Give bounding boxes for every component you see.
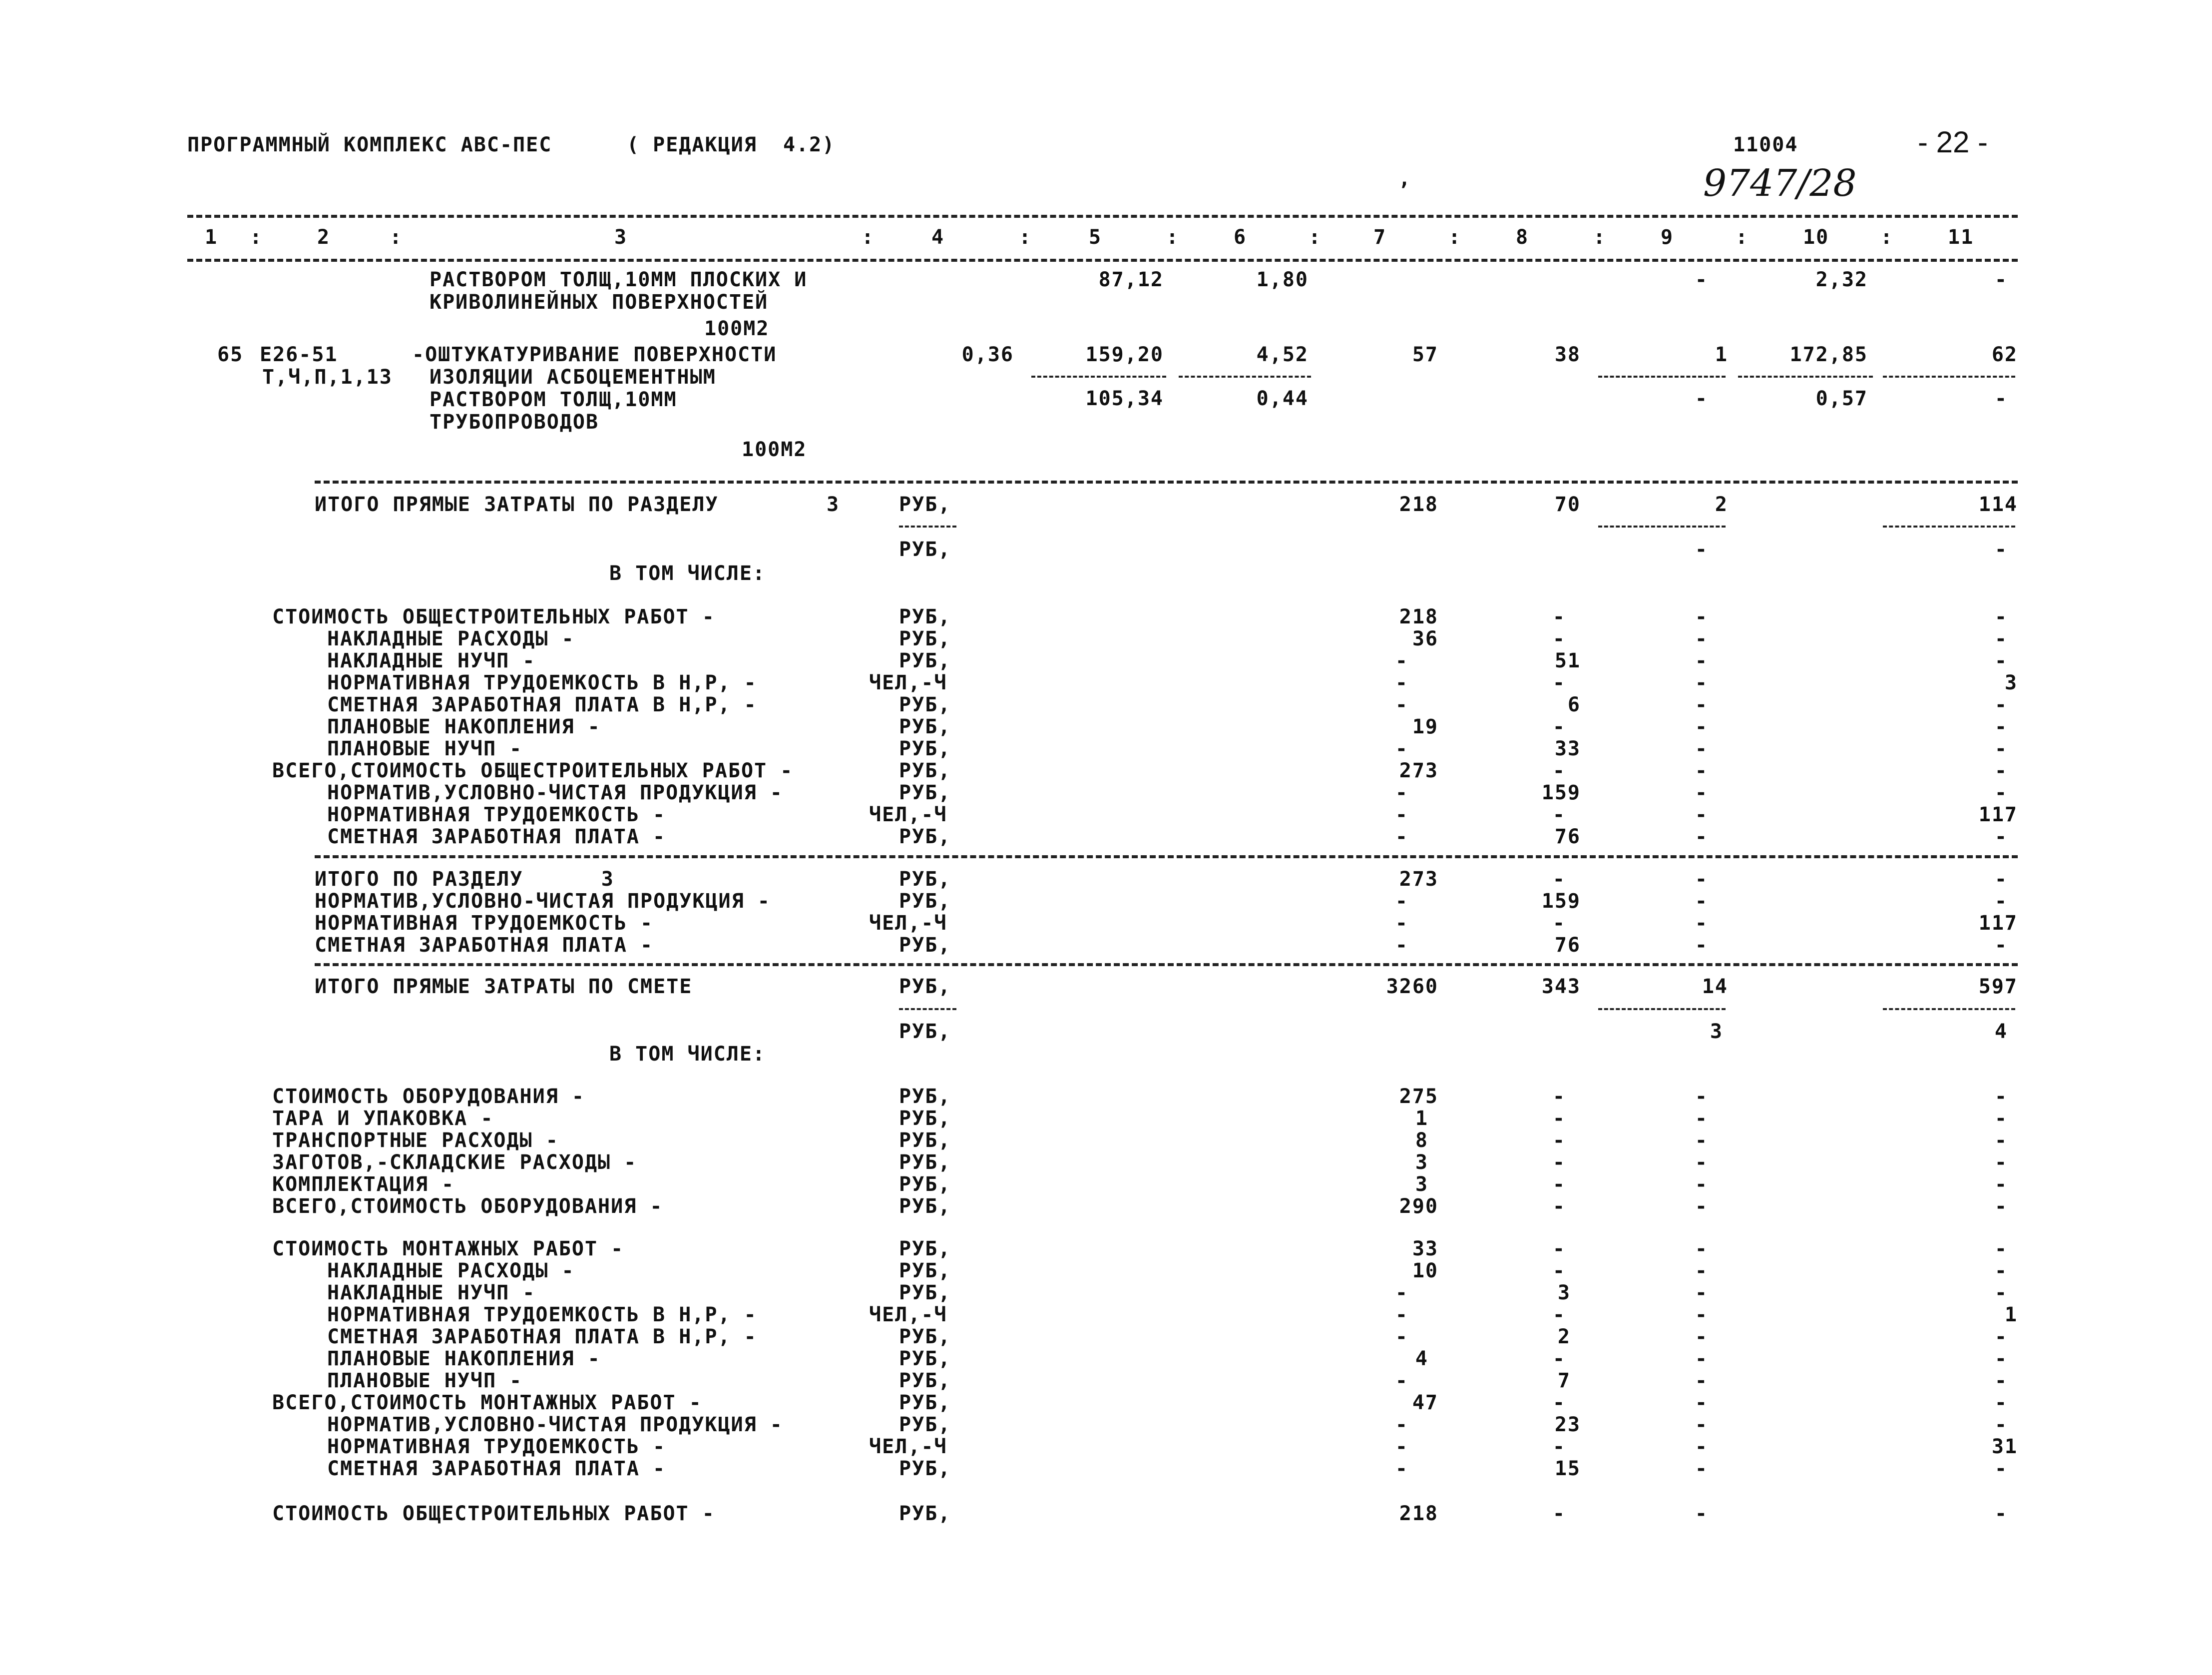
unit-label: РУБ, — [899, 493, 951, 516]
section-total-label: ИТОГО ПРЯМЫЕ ЗАТРАТЫ ПО РАЗДЕЛУ — [315, 493, 719, 516]
cell-c9: - — [1695, 649, 1708, 672]
unit-label: РУБ, — [899, 781, 951, 804]
cell-c9: - — [1695, 1107, 1708, 1130]
cell-c9: - — [1695, 1325, 1708, 1348]
cell-c7: - — [1395, 1435, 1408, 1458]
cell-c11: 117 — [1978, 803, 2018, 826]
unit-label: РУБ, — [899, 1195, 951, 1218]
cell-c11: 117 — [1978, 912, 2018, 935]
cell-c11: - — [1994, 1281, 2008, 1304]
cell-c7: - — [1395, 1413, 1408, 1436]
cell-c9: - — [1695, 1173, 1708, 1196]
unit-label: РУБ, — [899, 1129, 951, 1152]
cell-c11: - — [1994, 1413, 2008, 1436]
cell-c9: - — [1695, 693, 1708, 716]
cell-c8: - — [1552, 1502, 1566, 1525]
header-mark: , — [1398, 167, 1412, 190]
row-label: НОРМАТИВ,УСЛОВНО-ЧИСТАЯ ПРОДУКЦИЯ - — [327, 1413, 783, 1436]
cell-c11: - — [1994, 268, 2008, 291]
row-label: НОРМАТИВНАЯ ТРУДОЕМКОСТЬ В Н,Р, - — [327, 671, 757, 694]
cell-c11: - — [1994, 934, 2008, 957]
unit-label: РУБ, — [899, 975, 951, 998]
cell-c9: - — [1695, 1413, 1708, 1436]
cell-c9: - — [1695, 268, 1708, 291]
col-sep: : — [1166, 226, 1180, 249]
unit-label: РУБ, — [899, 1347, 951, 1370]
cell-c8: - — [1552, 1259, 1566, 1282]
cell-c7: 19 — [1412, 715, 1438, 738]
subtotal-rule — [899, 526, 956, 528]
cell-c9: - — [1695, 1303, 1708, 1326]
cell-c11: 3 — [2004, 671, 2018, 694]
cell-c7: - — [1395, 737, 1408, 760]
col-sep: : — [250, 226, 263, 249]
col-header-8: 8 — [1516, 226, 1529, 249]
row-label: ПЛАНОВЫЕ НАКОПЛЕНИЯ - — [327, 715, 601, 738]
cell-c8: 343 — [1541, 975, 1581, 998]
item-desc: РАСТВОРОМ ТОЛЩ,10ММ ПЛОСКИХ И — [430, 268, 808, 291]
unit-label: РУБ, — [899, 1020, 951, 1043]
cell-c11: - — [1994, 1085, 2008, 1108]
cell-c11: 1 — [2004, 1303, 2018, 1326]
cell-c9: - — [1695, 1237, 1708, 1260]
cell-c8: 3 — [1557, 1281, 1571, 1304]
item-unit: 100М2 — [704, 317, 770, 340]
row-label: НАКЛАДНЫЕ РАСХОДЫ - — [327, 627, 575, 650]
col-sep: : — [1448, 226, 1462, 249]
program-title: ПРОГРАММНЫЙ КОМПЛЕКС АВС-ПЕС — [187, 133, 552, 156]
cell-c8: - — [1552, 715, 1566, 738]
col-sep: : — [862, 226, 875, 249]
cell-c11: - — [1994, 868, 2008, 891]
cell-c8: - — [1552, 1347, 1566, 1370]
cell-c8: - — [1552, 1151, 1566, 1174]
col-header-6: 6 — [1234, 226, 1247, 249]
position-number: 65 — [217, 343, 244, 366]
cell-c9: 14 — [1702, 975, 1728, 998]
cell-c7: 4 — [1415, 1347, 1428, 1370]
cell-c11: - — [1994, 1195, 2008, 1218]
cell-c7: - — [1395, 1281, 1408, 1304]
row-label: ВСЕГО,СТОИМОСТЬ МОНТАЖНЫХ РАБОТ - — [272, 1391, 702, 1414]
cell-c7: 3 — [1415, 1151, 1428, 1174]
section-rule — [315, 481, 2018, 484]
item-desc: -ОШТУКАТУРИВАНИЕ ПОВЕРХНОСТИ — [412, 343, 777, 366]
cell-c8: - — [1552, 605, 1566, 628]
subtotal-rule — [1031, 376, 1166, 378]
cell-c8: - — [1552, 671, 1566, 694]
cell-c8: - — [1552, 1129, 1566, 1152]
unit-label: РУБ, — [899, 649, 951, 672]
cell-c7: - — [1395, 693, 1408, 716]
unit-label: РУБ, — [899, 715, 951, 738]
cell-c11: - — [1994, 1237, 2008, 1260]
cell-c8: 70 — [1554, 493, 1581, 516]
cell-c8: 51 — [1554, 649, 1581, 672]
row-label: ПЛАНОВЫЕ НУЧП - — [327, 1369, 523, 1392]
cell-c11: - — [1994, 538, 2008, 561]
row-label: СТОИМОСТЬ ОБОРУДОВАНИЯ - — [272, 1085, 585, 1108]
cell-c6: 0,44 — [1256, 387, 1309, 410]
cell-c9: - — [1695, 934, 1708, 957]
item-unit: 100М2 — [742, 438, 807, 461]
unit-label: РУБ, — [899, 1237, 951, 1260]
unit-label: РУБ, — [899, 1502, 951, 1525]
cell-c6: 1,80 — [1256, 268, 1309, 291]
cell-c8: 38 — [1554, 343, 1581, 366]
row-label: КОМПЛЕКТАЦИЯ - — [272, 1173, 455, 1196]
unit-label: ЧЕЛ,-Ч — [869, 1435, 947, 1458]
estimate-total-label: ИТОГО ПРЯМЫЕ ЗАТРАТЫ ПО СМЕТЕ — [315, 975, 693, 998]
cell-c9: - — [1695, 868, 1708, 891]
cell-c11: - — [1994, 737, 2008, 760]
cell-c11: 4 — [1994, 1020, 2008, 1043]
cell-c8: - — [1552, 912, 1566, 935]
page-number: - 22 - — [1918, 125, 1988, 159]
cell-c7: 1 — [1415, 1107, 1428, 1130]
cell-c7: 218 — [1399, 605, 1438, 628]
row-label: ТАРА И УПАКОВКА - — [272, 1107, 494, 1130]
col-sep: : — [390, 226, 403, 249]
cell-c9: - — [1695, 1151, 1708, 1174]
cell-c11: - — [1994, 387, 2008, 410]
cell-c11: 597 — [1978, 975, 2018, 998]
cell-c9: 3 — [1710, 1020, 1723, 1043]
handwritten-stamp: 9747/28 — [1703, 162, 1857, 205]
header-top-rule — [187, 215, 2018, 218]
cell-c11: 114 — [1978, 493, 2018, 516]
cell-c9: - — [1695, 387, 1708, 410]
cell-c11: - — [1994, 890, 2008, 913]
cell-c7: - — [1395, 671, 1408, 694]
row-label: СТОИМОСТЬ МОНТАЖНЫХ РАБОТ - — [272, 1237, 624, 1260]
cell-c9: - — [1695, 1391, 1708, 1414]
cell-c7: - — [1395, 1303, 1408, 1326]
cell-c11: - — [1994, 1259, 2008, 1282]
cell-c7: 218 — [1399, 1502, 1438, 1525]
unit-label: РУБ, — [899, 890, 951, 913]
row-label: НАКЛАДНЫЕ НУЧП - — [327, 649, 536, 672]
cell-c7: 273 — [1399, 868, 1438, 891]
cell-c11: - — [1994, 1129, 2008, 1152]
cell-c7: - — [1395, 912, 1408, 935]
cell-c7: 33 — [1412, 1237, 1438, 1260]
cell-c7: 275 — [1399, 1085, 1438, 1108]
cell-c9: - — [1695, 538, 1708, 561]
cell-c9: - — [1695, 781, 1708, 804]
col-sep: : — [1019, 226, 1032, 249]
cell-c7: 47 — [1412, 1391, 1438, 1414]
section-rule — [315, 963, 2018, 966]
col-header-7: 7 — [1373, 226, 1387, 249]
cell-c8: - — [1552, 1107, 1566, 1130]
unit-label: РУБ, — [899, 825, 951, 848]
cell-c9: - — [1695, 890, 1708, 913]
cell-c7: - — [1395, 934, 1408, 957]
subtotal-rule — [1738, 376, 1873, 378]
row-label: ВСЕГО,СТОИМОСТЬ ОБЩЕСТРОИТЕЛЬНЫХ РАБОТ - — [272, 759, 794, 782]
cell-c8: 159 — [1541, 890, 1581, 913]
cell-c7: 36 — [1412, 627, 1438, 650]
cell-c7: - — [1395, 825, 1408, 848]
cell-c8: 76 — [1554, 934, 1581, 957]
unit-label: РУБ, — [899, 1173, 951, 1196]
item-desc: ТРУБОПРОВОДОВ — [430, 411, 599, 434]
cell-c9: - — [1695, 1369, 1708, 1392]
cell-c7: - — [1395, 649, 1408, 672]
unit-label: ЧЕЛ,-Ч — [869, 671, 947, 694]
cell-c9: - — [1695, 1129, 1708, 1152]
cell-c11: - — [1994, 1502, 2008, 1525]
cell-c8: 2 — [1557, 1325, 1571, 1348]
edition-note: ( РЕДАКЦИЯ 4.2) — [627, 133, 836, 156]
cell-c9: 1 — [1715, 343, 1728, 366]
cell-c11: - — [1994, 693, 2008, 716]
cell-c8: - — [1552, 1237, 1566, 1260]
cell-c9: - — [1695, 737, 1708, 760]
cell-c11: - — [1994, 781, 2008, 804]
norm-coefficients: Т,Ч,П,1,13 — [262, 366, 393, 389]
cell-c8: - — [1552, 759, 1566, 782]
cell-c7: - — [1395, 803, 1408, 826]
cell-c7: - — [1395, 890, 1408, 913]
subtotal-rule — [1883, 1008, 2015, 1010]
cell-c7: 3 — [1415, 1173, 1428, 1196]
cell-c8: - — [1552, 1085, 1566, 1108]
unit-label: РУБ, — [899, 1107, 951, 1130]
cell-c8: 23 — [1554, 1413, 1581, 1436]
subtotal-rule — [1883, 376, 2015, 378]
cell-c11: - — [1994, 1391, 2008, 1414]
cell-c9: - — [1695, 605, 1708, 628]
cell-c11: - — [1994, 1173, 2008, 1196]
cell-c5: 87,12 — [1098, 268, 1164, 291]
item-desc: ИЗОЛЯЦИИ АСБОЦЕМЕНТНЫМ — [430, 366, 716, 389]
subtotal-rule — [1598, 376, 1726, 378]
unit-label: РУБ, — [899, 1369, 951, 1392]
cell-c8: 33 — [1554, 737, 1581, 760]
cell-c8: 159 — [1541, 781, 1581, 804]
item-desc: КРИВОЛИНЕЙНЫХ ПОВЕРХНОСТЕЙ — [430, 291, 769, 314]
cell-c7: - — [1395, 1325, 1408, 1348]
cell-c11: - — [1994, 715, 2008, 738]
col-sep: : — [1880, 226, 1894, 249]
cell-c11: - — [1994, 1107, 2008, 1130]
cell-c6: 4,52 — [1256, 343, 1309, 366]
cell-c11: 31 — [1991, 1435, 2018, 1458]
col-header-5: 5 — [1089, 226, 1102, 249]
cell-c11: - — [1994, 1457, 2008, 1480]
including-label: В ТОМ ЧИСЛЕ: — [609, 562, 766, 585]
subtotal-rule — [1179, 376, 1311, 378]
cell-c5: 105,34 — [1085, 387, 1164, 410]
row-label: ВСЕГО,СТОИМОСТЬ ОБОРУДОВАНИЯ - — [272, 1195, 663, 1218]
cell-c7: 3260 — [1386, 975, 1438, 998]
cell-c4: 0,36 — [961, 343, 1014, 366]
cell-c9: - — [1695, 1457, 1708, 1480]
including-label: В ТОМ ЧИСЛЕ: — [609, 1043, 766, 1066]
cell-c9: - — [1695, 1347, 1708, 1370]
subtotal-rule — [1883, 526, 2015, 528]
row-label: НАКЛАДНЫЕ НУЧП - — [327, 1281, 536, 1304]
unit-label: РУБ, — [899, 868, 951, 891]
row-label: ПЛАНОВЫЕ НАКОПЛЕНИЯ - — [327, 1347, 601, 1370]
row-label: ПЛАНОВЫЕ НУЧП - — [327, 737, 523, 760]
unit-label: РУБ, — [899, 1325, 951, 1348]
cell-c8: - — [1552, 1391, 1566, 1414]
section-number: 3 — [827, 493, 840, 516]
cell-c11: - — [1994, 1325, 2008, 1348]
unit-label: РУБ, — [899, 1085, 951, 1108]
cell-c8: 6 — [1567, 693, 1581, 716]
row-label: НОРМАТИВНАЯ ТРУДОЕМКОСТЬ - — [327, 803, 666, 826]
unit-label: РУБ, — [899, 759, 951, 782]
cell-c9: - — [1695, 1281, 1708, 1304]
col-header-2: 2 — [317, 226, 331, 249]
cell-c11: - — [1994, 1151, 2008, 1174]
col-header-11: 11 — [1948, 226, 1974, 249]
cell-c8: - — [1552, 627, 1566, 650]
unit-label: ЧЕЛ,-Ч — [869, 803, 947, 826]
cell-c9: - — [1695, 803, 1708, 826]
cell-c9: - — [1695, 1435, 1708, 1458]
row-label: ИТОГО ПО РАЗДЕЛУ 3 — [315, 868, 614, 891]
cell-c11: - — [1994, 825, 2008, 848]
cell-c8: 7 — [1557, 1369, 1571, 1392]
unit-label: РУБ, — [899, 627, 951, 650]
cell-c9: - — [1695, 1085, 1708, 1108]
cell-c8: - — [1552, 1303, 1566, 1326]
cell-c11: 62 — [1991, 343, 2018, 366]
unit-label: РУБ, — [899, 605, 951, 628]
header-bottom-rule — [187, 259, 2018, 262]
row-label: ЗАГОТОВ,-СКЛАДСКИЕ РАСХОДЫ - — [272, 1151, 637, 1174]
cell-c10: 0,57 — [1815, 387, 1868, 410]
unit-label: РУБ, — [899, 1281, 951, 1304]
cell-c11: - — [1994, 759, 2008, 782]
row-label: СМЕТНАЯ ЗАРАБОТНАЯ ПЛАТА - — [327, 825, 666, 848]
cell-c9: - — [1695, 1195, 1708, 1218]
cell-c9: 2 — [1715, 493, 1728, 516]
row-label: НОРМАТИВНАЯ ТРУДОЕМКОСТЬ - — [327, 1435, 666, 1458]
cell-c10: 2,32 — [1815, 268, 1868, 291]
unit-label: ЧЕЛ,-Ч — [869, 912, 947, 935]
unit-label: РУБ, — [899, 737, 951, 760]
subtotal-rule — [1598, 1008, 1726, 1010]
col-header-3: 3 — [614, 226, 628, 249]
cell-c7: 290 — [1399, 1195, 1438, 1218]
cell-c8: - — [1552, 868, 1566, 891]
cell-c7: 10 — [1412, 1259, 1438, 1282]
subtotal-rule — [1598, 526, 1726, 528]
cell-c5: 159,20 — [1085, 343, 1164, 366]
section-rule — [315, 855, 2018, 858]
cell-c9: - — [1695, 912, 1708, 935]
row-label: СМЕТНАЯ ЗАРАБОТНАЯ ПЛАТА - — [327, 1457, 666, 1480]
cell-c9: - — [1695, 627, 1708, 650]
cell-c8: - — [1552, 1173, 1566, 1196]
row-label: СТОИМОСТЬ ОБЩЕСТРОИТЕЛЬНЫХ РАБОТ - — [272, 1502, 715, 1525]
cell-c10: 172,85 — [1789, 343, 1868, 366]
cell-c7: 218 — [1399, 493, 1438, 516]
cell-c8: 76 — [1554, 825, 1581, 848]
cell-c7: 57 — [1412, 343, 1438, 366]
unit-label: РУБ, — [899, 1457, 951, 1480]
norm-code: Е26-51 — [260, 343, 338, 366]
row-label: СМЕТНАЯ ЗАРАБОТНАЯ ПЛАТА В Н,Р, - — [327, 693, 757, 716]
subtotal-rule — [899, 1008, 956, 1010]
cell-c8: 15 — [1554, 1457, 1581, 1480]
cell-c9: - — [1695, 1259, 1708, 1282]
cell-c11: - — [1994, 1369, 2008, 1392]
cell-c7: 273 — [1399, 759, 1438, 782]
cell-c7: - — [1395, 781, 1408, 804]
unit-label: РУБ, — [899, 693, 951, 716]
item-desc: РАСТВОРОМ ТОЛЩ,10ММ — [430, 388, 677, 411]
row-label: СМЕТНАЯ ЗАРАБОТНАЯ ПЛАТА В Н,Р, - — [327, 1325, 757, 1348]
cell-c11: - — [1994, 627, 2008, 650]
row-label: НАКЛАДНЫЕ РАСХОДЫ - — [327, 1259, 575, 1282]
cell-c7: 8 — [1415, 1129, 1428, 1152]
col-header-10: 10 — [1803, 226, 1829, 249]
cell-c11: - — [1994, 605, 2008, 628]
cell-c9: - — [1695, 715, 1708, 738]
col-sep: : — [1309, 226, 1322, 249]
unit-label: РУБ, — [899, 1259, 951, 1282]
row-label: НОРМАТИВНАЯ ТРУДОЕМКОСТЬ - — [315, 912, 654, 935]
cell-c7: - — [1395, 1369, 1408, 1392]
cell-c9: - — [1695, 1502, 1708, 1525]
unit-label: РУБ, — [899, 1391, 951, 1414]
row-label: СМЕТНАЯ ЗАРАБОТНАЯ ПЛАТА - — [315, 934, 654, 957]
col-header-1: 1 — [205, 226, 218, 249]
unit-label: ЧЕЛ,-Ч — [869, 1303, 947, 1326]
col-header-9: 9 — [1661, 226, 1674, 249]
unit-label: РУБ, — [899, 934, 951, 957]
cell-c8: - — [1552, 1195, 1566, 1218]
row-label: НОРМАТИВ,УСЛОВНО-ЧИСТАЯ ПРОДУКЦИЯ - — [315, 890, 771, 913]
row-label: НОРМАТИВ,УСЛОВНО-ЧИСТАЯ ПРОДУКЦИЯ - — [327, 781, 783, 804]
cell-c9: - — [1695, 825, 1708, 848]
col-header-4: 4 — [931, 226, 945, 249]
unit-label: РУБ, — [899, 1413, 951, 1436]
row-label: ТРАНСПОРТНЫЕ РАСХОДЫ - — [272, 1129, 559, 1152]
cell-c7: - — [1395, 1457, 1408, 1480]
row-label: СТОИМОСТЬ ОБЩЕСТРОИТЕЛЬНЫХ РАБОТ - — [272, 605, 715, 628]
unit-label: РУБ, — [899, 1151, 951, 1174]
document-code: 11004 — [1733, 133, 1798, 156]
col-sep: : — [1593, 226, 1607, 249]
cell-c8: - — [1552, 1435, 1566, 1458]
unit-label: РУБ, — [899, 538, 951, 561]
cell-c9: - — [1695, 671, 1708, 694]
row-label: НОРМАТИВНАЯ ТРУДОЕМКОСТЬ В Н,Р, - — [327, 1303, 757, 1326]
cell-c11: - — [1994, 1347, 2008, 1370]
cell-c11: - — [1994, 649, 2008, 672]
cell-c8: - — [1552, 803, 1566, 826]
col-sep: : — [1736, 226, 1749, 249]
cell-c9: - — [1695, 759, 1708, 782]
